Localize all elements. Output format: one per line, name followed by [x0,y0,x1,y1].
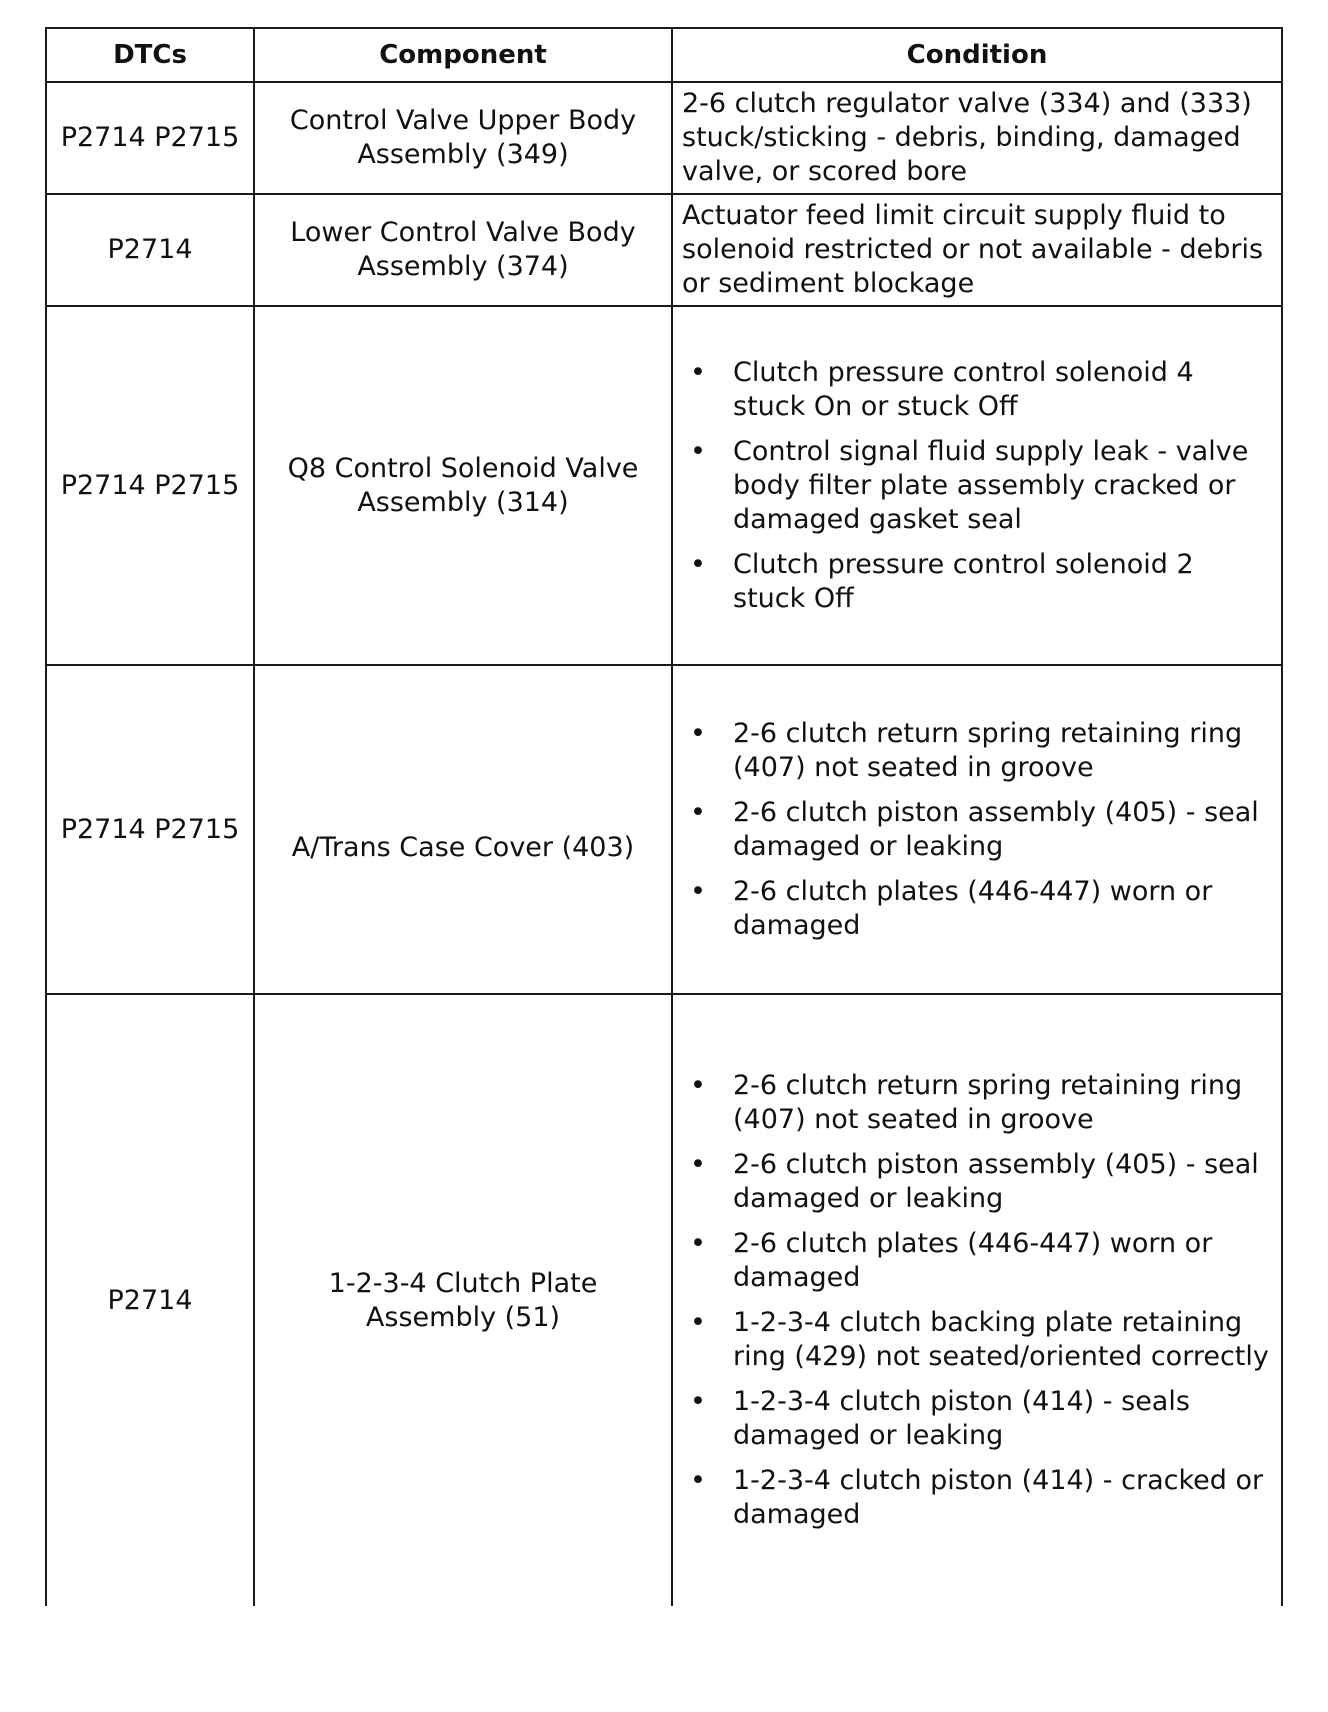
condition-list [673,717,1273,943]
condition-text: 2-6 clutch plates (446-447) worn or damaged [733,1228,1213,1293]
condition-text: 1-2-3-4 clutch piston (414) - cracked or damaged [733,1465,1264,1530]
list-item [673,1148,1273,1216]
list-item [673,435,1273,537]
dtc-cell: P2714 P2715 [46,306,254,665]
table-row [46,665,1282,994]
table-row [46,194,1282,306]
bullet-icon: • [690,1307,706,1338]
bullet-icon: • [690,435,706,467]
header-dtcs: DTCs [46,28,254,82]
list-item [673,548,1273,616]
component-cell: Control Valve Upper Body Assembly (349) [254,82,672,194]
list-item [673,1069,1273,1137]
component-cell: 1-2-3-4 Clutch Plate Assembly (51) [254,994,672,1606]
list-item [673,1385,1273,1453]
bullet-icon: • [690,1386,706,1417]
list-item [673,875,1273,943]
condition-list [673,1069,1273,1532]
condition-cell [672,306,1282,665]
dtc-cell: P2714 P2715 [46,82,254,194]
component-text: A/Trans Case Cover (403) [291,831,635,863]
bullet-icon: • [690,1070,706,1101]
list-item [673,796,1273,864]
condition-cell: 2-6 clutch regulator valve (334) and (333) stuck/sticking - debris, binding, damaged valve, or scored bore [672,82,1282,194]
header-condition: Condition [672,28,1282,82]
bullet-icon: • [690,1149,706,1180]
condition-text: 2-6 clutch return spring retaining ring (407) not seated in groove [733,717,1243,783]
condition-text: 2-6 clutch piston assembly (405) - seal damaged or leaking [733,1149,1259,1214]
dtc-cell: P2714 P2715 [46,665,254,994]
bullet-icon: • [690,548,706,580]
condition-list [673,356,1273,616]
table-row [46,82,1282,194]
component-cell: Q8 Control Solenoid Valve Assembly (314) [254,306,672,665]
list-item [673,356,1273,424]
condition-cell: Actuator feed limit circuit supply fluid to solenoid restricted or not available - debris or sediment blockage [672,194,1282,306]
bullet-icon: • [690,1465,706,1496]
list-item [673,1464,1273,1532]
condition-text: Clutch pressure control solenoid 4 stuck On or stuck Off [733,356,1194,422]
condition-text: 2-6 clutch return spring retaining ring (407) not seated in groove [733,1070,1243,1135]
condition-cell [672,994,1282,1606]
header-component: Component [254,28,672,82]
bullet-icon: • [690,875,706,907]
dtc-cell: P2714 [46,194,254,306]
condition-text: 2-6 clutch plates (446-447) worn or damaged [733,875,1213,941]
bullet-icon: • [690,717,706,749]
component-cell [254,665,672,994]
header-row [46,28,1282,82]
list-item [673,1227,1273,1295]
dtc-cell: P2714 [46,994,254,1606]
condition-text: 1-2-3-4 clutch backing plate retaining ring (429) not seated/oriented correctly [733,1307,1269,1372]
list-item [673,1306,1273,1374]
condition-text: Control signal fluid supply leak - valve body filter plate assembly cracked or damaged gasket seal [733,435,1249,535]
bullet-icon: • [690,1228,706,1259]
bullet-icon: • [690,356,706,388]
bullet-icon: • [690,796,706,828]
condition-cell [672,665,1282,994]
table-row [46,306,1282,665]
list-item [673,717,1273,785]
condition-text: 2-6 clutch piston assembly (405) - seal damaged or leaking [733,796,1259,862]
component-cell: Lower Control Valve Body Assembly (374) [254,194,672,306]
table-row [46,994,1282,1606]
condition-text: 1-2-3-4 clutch piston (414) - seals damaged or leaking [733,1386,1190,1451]
condition-text: Clutch pressure control solenoid 2 stuck Off [733,548,1194,614]
dtc-condition-table [45,27,1283,1606]
